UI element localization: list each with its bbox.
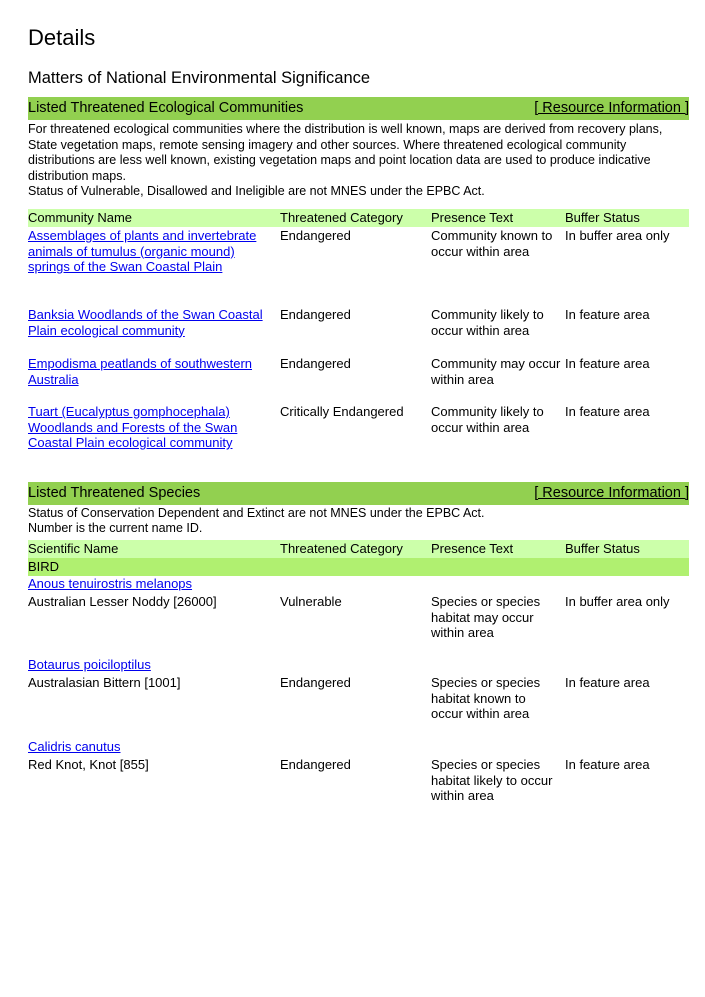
species-presence: Species or species habitat may occur within area bbox=[431, 594, 541, 640]
column-header-presence-text: Presence Text bbox=[431, 210, 514, 225]
community-buffer: In feature area bbox=[565, 404, 650, 419]
communities-table-header bbox=[28, 209, 689, 227]
column-header-threatened-category: Threatened Category bbox=[280, 541, 403, 556]
community-category: Endangered bbox=[280, 307, 351, 322]
column-header-threatened-category: Threatened Category bbox=[280, 210, 403, 225]
community-category: Endangered bbox=[280, 228, 351, 243]
communities-section-title: Listed Threatened Ecological Communities bbox=[28, 100, 304, 116]
community-buffer: In feature area bbox=[565, 356, 650, 371]
community-presence: Community known to occur within area bbox=[431, 228, 553, 259]
species-section-title: Listed Threatened Species bbox=[28, 485, 201, 501]
species-table-header bbox=[28, 540, 689, 558]
community-name-link[interactable]: Empodisma peatlands of southwestern Australia bbox=[28, 356, 253, 387]
species-buffer: In feature area bbox=[565, 675, 650, 690]
community-name-link[interactable]: Banksia Woodlands of the Swan Coastal Plain ecological community bbox=[28, 307, 263, 338]
species-group-header bbox=[28, 558, 689, 576]
column-header-community-name: Community Name bbox=[28, 210, 133, 225]
community-buffer: In buffer area only bbox=[565, 228, 670, 243]
column-header-buffer-status: Buffer Status bbox=[565, 541, 640, 556]
species-presence: Species or species habitat likely to occur within area bbox=[431, 757, 553, 803]
species-note-name-id: Number is the current name ID. bbox=[28, 521, 203, 535]
communities-note: Status of Vulnerable, Disallowed and Ineligible are not MNES under the EPBC Act. bbox=[28, 184, 485, 198]
species-scientific-link[interactable]: Calidris canutus bbox=[28, 739, 121, 754]
community-category: Critically Endangered bbox=[280, 404, 404, 419]
species-presence: Species or species habitat known to occur within area bbox=[431, 675, 541, 721]
communities-section-header bbox=[28, 97, 689, 120]
species-scientific-link[interactable]: Botaurus poiciloptilus bbox=[28, 657, 151, 672]
species-scientific-link[interactable]: Anous tenuirostris melanops bbox=[28, 576, 193, 591]
community-buffer: In feature area bbox=[565, 307, 650, 322]
community-name-link[interactable]: Assemblages of plants and invertebrate animals of tumulus (organic mound) springs of the Swan Coastal Plain bbox=[28, 228, 257, 274]
species-buffer: In buffer area only bbox=[565, 594, 670, 609]
species-resource-link[interactable]: [ Resource Information ] bbox=[534, 485, 689, 501]
species-note-status: Status of Conservation Dependent and Extinct are not MNES under the EPBC Act. bbox=[28, 506, 485, 520]
community-presence: Community may occur within area bbox=[431, 356, 561, 387]
communities-resource-link[interactable]: [ Resource Information ] bbox=[534, 100, 689, 116]
communities-intro: For threatened ecological communities where the distribution is well known, maps are derived from recovery plans, State vegetation maps, remote sensing imagery and other sources. Where threatened ecological community distributions are less well known, existing vegetation maps and point location data are used to produce indicative distribution maps. bbox=[28, 122, 663, 183]
community-category: Endangered bbox=[280, 356, 351, 371]
species-category: Endangered bbox=[280, 757, 351, 772]
community-name-link[interactable]: Tuart (Eucalyptus gomphocephala) Woodlands and Forests of the Swan Coastal Plain ecological community bbox=[28, 404, 238, 450]
page-title: Details bbox=[28, 25, 96, 50]
species-buffer: In feature area bbox=[565, 757, 650, 772]
species-category: Endangered bbox=[280, 675, 351, 690]
column-header-presence-text: Presence Text bbox=[431, 541, 514, 556]
species-common-name: Australasian Bittern [1001] bbox=[28, 675, 181, 690]
species-section-header bbox=[28, 482, 689, 505]
community-presence: Community likely to occur within area bbox=[431, 404, 544, 435]
page-subtitle: Matters of National Environmental Significance bbox=[28, 69, 371, 87]
column-header-buffer-status: Buffer Status bbox=[565, 210, 640, 225]
community-presence: Community likely to occur within area bbox=[431, 307, 544, 338]
species-group-label: BIRD bbox=[28, 559, 60, 574]
species-common-name: Australian Lesser Noddy [26000] bbox=[28, 594, 217, 609]
species-common-name: Red Knot, Knot [855] bbox=[28, 757, 149, 772]
column-header-scientific-name: Scientific Name bbox=[28, 541, 119, 556]
species-category: Vulnerable bbox=[280, 594, 342, 609]
